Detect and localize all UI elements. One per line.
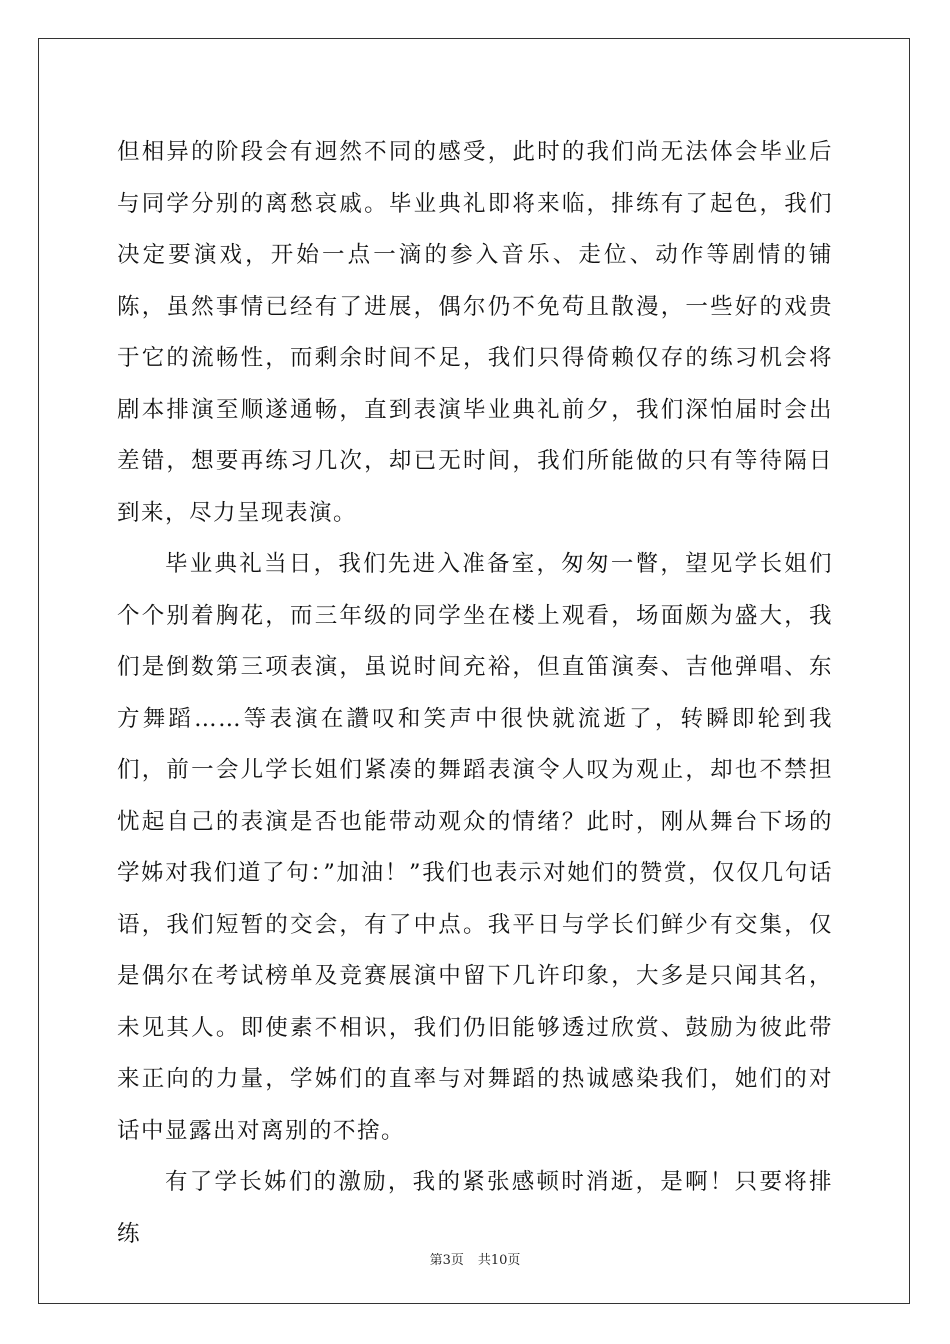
paragraph: 有了学长姊们的激励，我的紧张感顿时消逝，是啊！只要将排练 <box>117 1169 833 1247</box>
paragraph: 但相异的阶段会有迥然不同的感受，此时的我们尚无法体会毕业后与同学分别的离愁哀戚。毕业典礼即将来临，排练有了起色，我们决定要演戏，开始一点一滴的参入音乐、走位、动作等剧情的铺陈，虽然事情已经有了进展，偶尔仍不免苟且散漫，一些好的戏贵于它的流畅性，而剩余时间不足，我们只得倚赖仅存的练习机会将剧本排演至顺遂通畅，直到表演毕业典礼前夕，我们深怕届时会出差错，想要再练习几次，却已无时间，我们所能做的只有等待隔日到来，尽力呈现表演。 <box>117 139 833 526</box>
paragraph: 毕业典礼当日，我们先进入准备室，匆匆一瞥，望见学长姐们个个别着胸花，而三年级的同学坐在楼上观看，场面颇为盛大，我们是倒数第三项表演，虽说时间充裕，但直笛演奏、吉他弹唱、东方舞蹈……等表演在讚叹和笑声中很快就流逝了，转瞬即轮到我们，前一会儿学长姐们紧凑的舞蹈表演令人叹为观止，却也不禁担忧起自己的表演是否也能带动观众的情绪？此时，刚从舞台下场的学姊对我们道了句：”加油！”我们也表示对她们的赞赏，仅仅几句话语，我们短暂的交会，有了中点。我平日与学长们鲜少有交集，仅是偶尔在考试榜单及竞赛展演中留下几许印象，大多是只闻其名，未见其人。即使素不相识，我们仍旧能够透过欣赏、鼓励为彼此带来正向的力量，学姊们的直率与对舞蹈的热诚感染我们，她们的对话中显露出对离别的不捨。 <box>117 551 833 1144</box>
page-number: 第3页 <box>429 1253 464 1268</box>
total-pages: 共10页 <box>477 1253 521 1268</box>
document-body <box>117 127 833 1260</box>
page-footer <box>0 1249 950 1268</box>
